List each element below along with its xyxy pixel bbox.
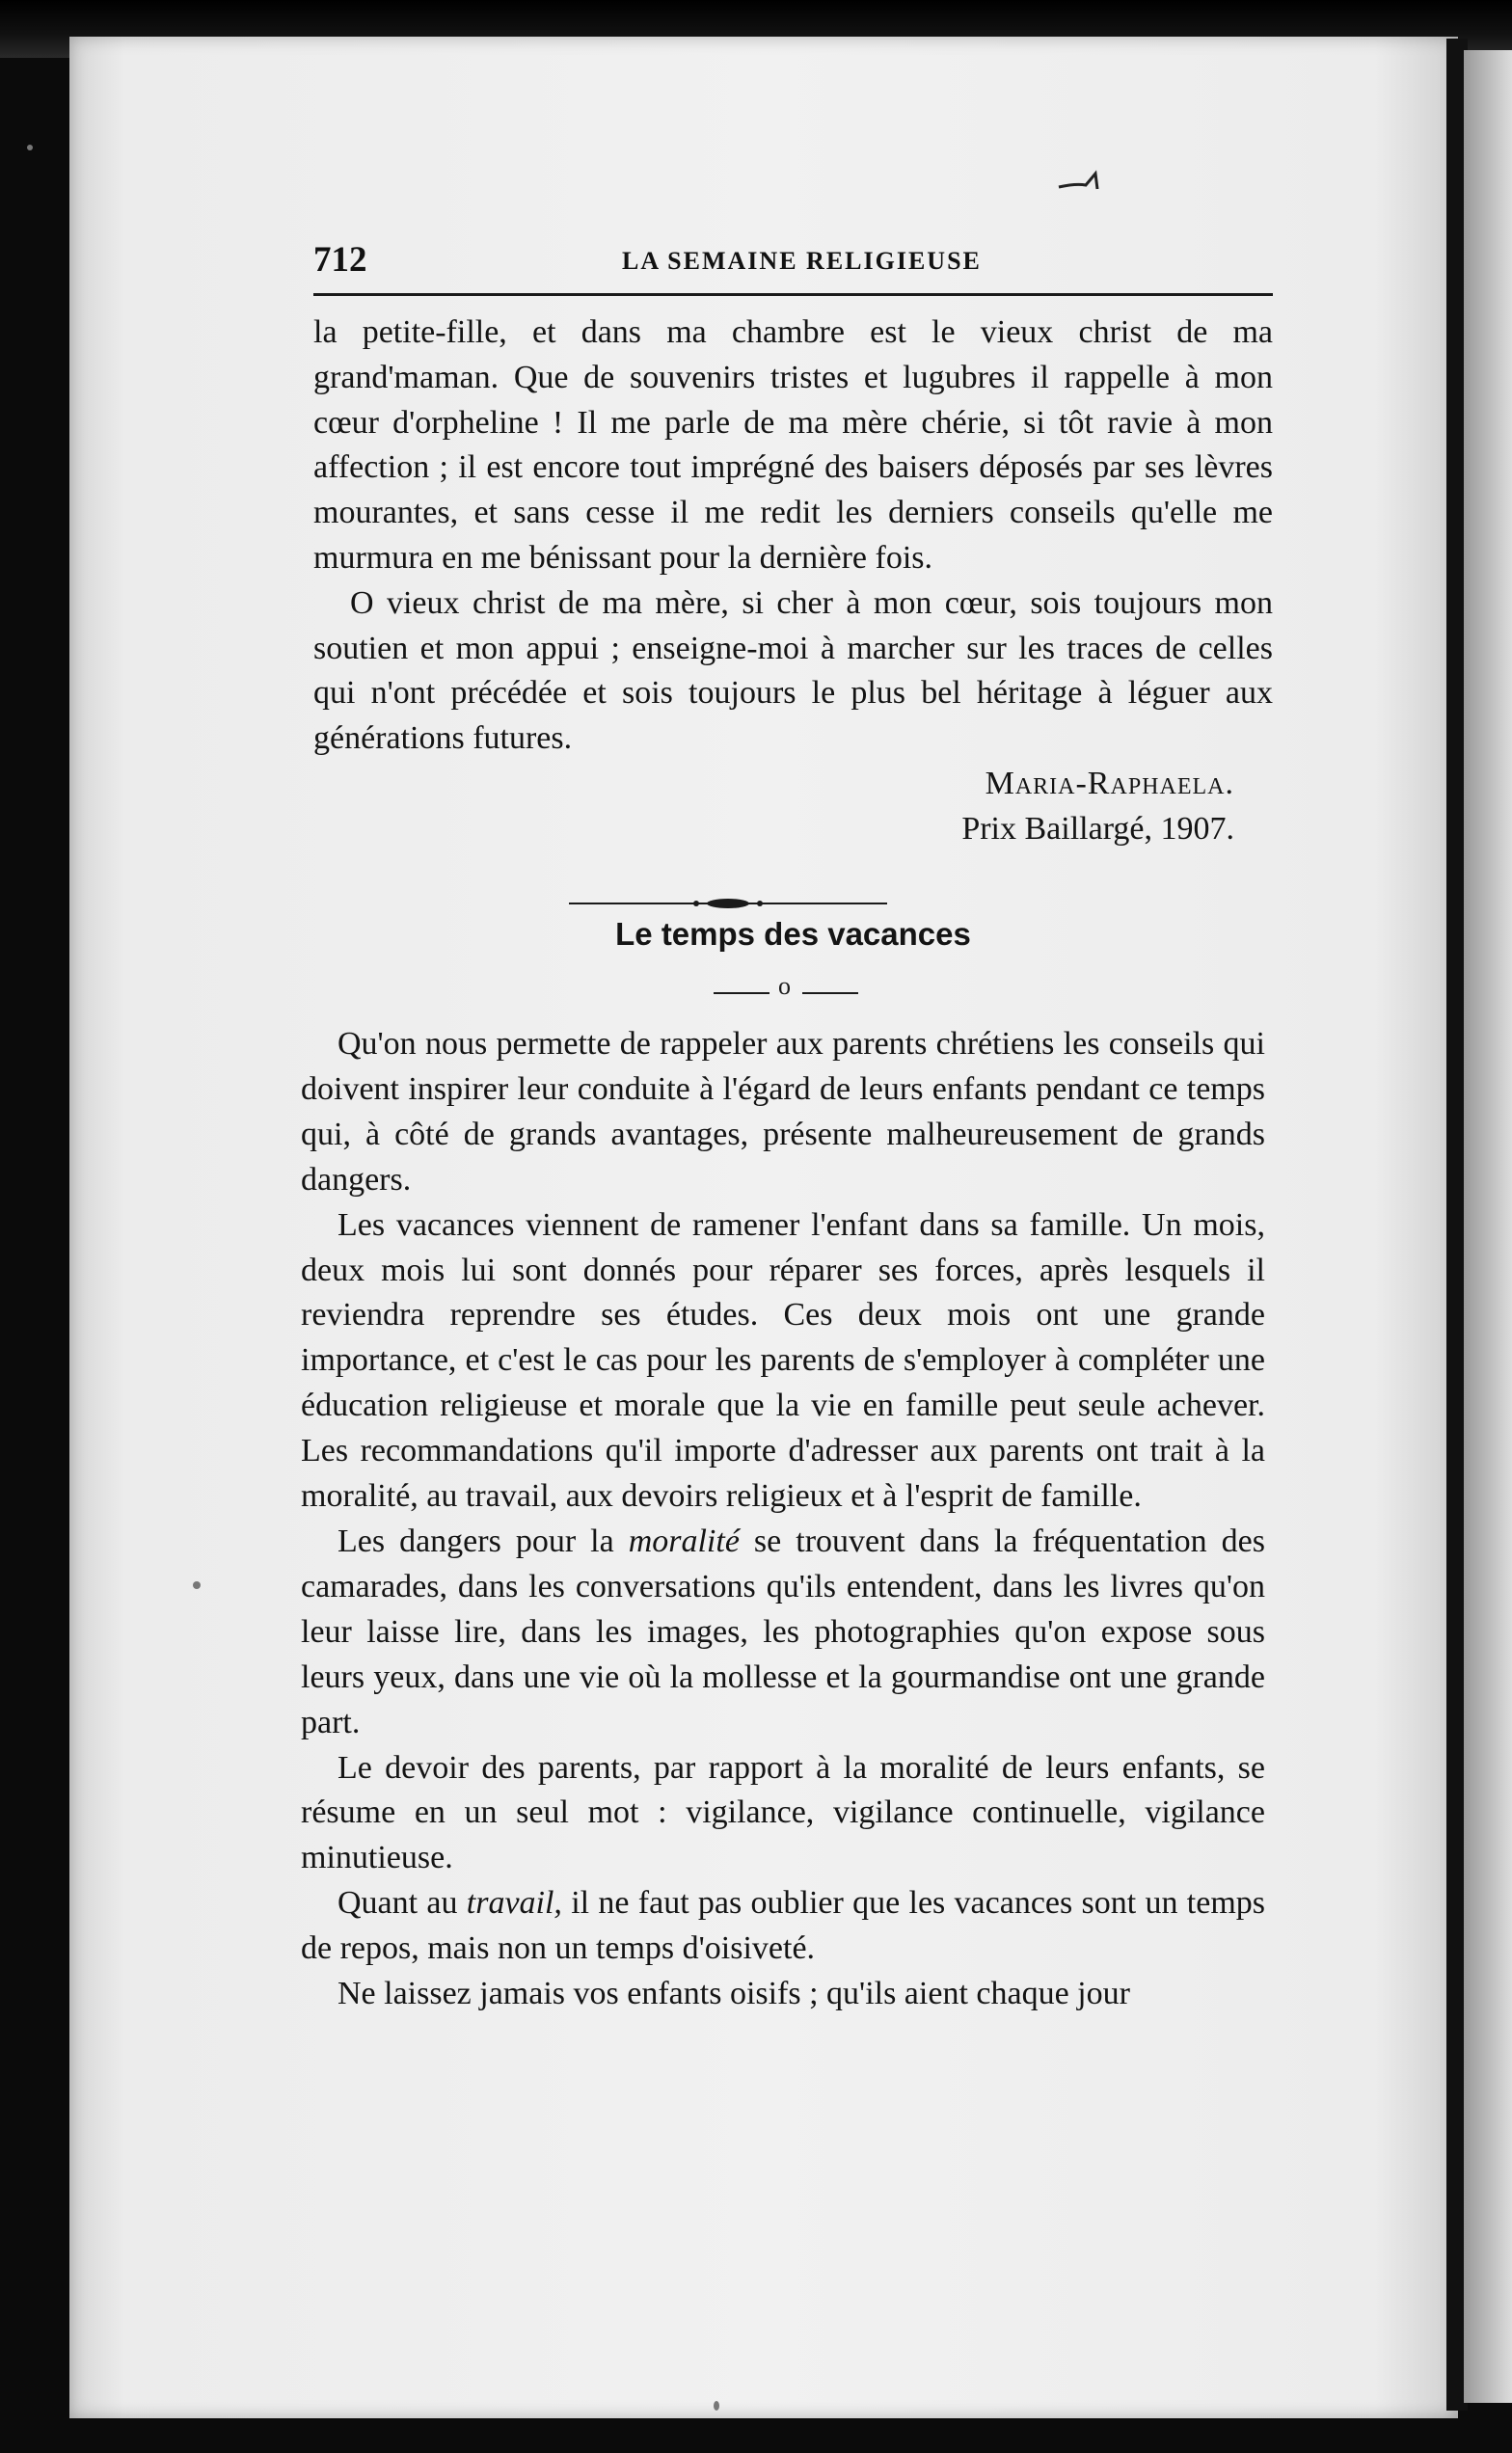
scan-speck [193,1581,201,1589]
running-title: LA SEMAINE RELIGIEUSE [622,247,982,275]
signature: Maria-Raphaela. [985,765,1234,801]
scan-speck [27,145,33,150]
adjacent-page-edge [1464,50,1512,2403]
article-body [301,1022,1265,2017]
page-header [313,239,1273,285]
header-rule [313,293,1273,296]
page-number: 712 [313,240,367,280]
article-paragraph [301,1881,1265,1972]
letter-paragraph: O vieux christ de ma mère, si cher à mon cœur, sois toujours mon soutien et mon appui ; enseigne-moi à marcher sur les traces de celles qui n'ont précédée et sois toujours le plus bel héritage à léguer aux générations futures. [313,584,1273,757]
letter-paragraph: la petite-fille, et dans ma chambre est le vieux christ de ma grand'maman. Que de souvenirs tristes et lugubres il rappelle à mon cœur d'orpheline ! Il me parle de ma mère chérie, si tôt ravie à mon affection ; il est encore tout imprégné des baisers déposés par ses lèvres mourantes, et sans cesse il me redit les derniers conseils qu'elle me murmura en me bénissant pour la dernière fois. [313,314,1273,576]
article-paragraph: Le devoir des parents, par rapport à la moralité de leurs enfants, se résume en un seul mot : vigilance, vigilance continuelle, vigilance minutieuse. [301,1749,1265,1876]
text-run: Les dangers pour la [338,1523,629,1559]
article-paragraph: Qu'on nous permette de rappeler aux parents chrétiens les conseils qui doivent inspirer leur conduite à l'égard de leurs enfants pendant ce temps qui, à côté de grands avantages, présente malheureusement de grands dangers. [301,1026,1265,1198]
small-divider [714,972,858,1005]
emphasis-moralite: moralité [628,1523,740,1559]
text-run: Quant au [338,1885,467,1922]
article-paragraph: Les vacances viennent de ramener l'enfant dans sa famille. Un mois, deux mois lui sont donnés pour réparer ses forces, après lesquels il reviendra reprendre ses études. Ces deux mois ont une grande importance, et c'est le cas pour les parents de s'employer à compléter une éducation religieuse et morale que la vie en famille peut seule achever. Les recommandations qu'il importe d'adresser aux parents ont trait à la moralité, au travail, aux devoirs religieux et à l'esprit de famille. [301,1206,1265,1515]
article-title: Le temps des vacances [615,916,971,952]
pencil-mark-icon [1057,166,1115,195]
prize-line: Prix Baillargé, 1907. [961,810,1234,847]
ornament-divider-icon [569,897,887,910]
article-paragraph [301,1520,1265,1746]
text-run: se trouvent dans la fréquentation des camarades, dans les conversations qu'ils entendent, dans les livres qu'on leur laisse lire, dans les images, les photographies qu'on expose sous leurs yeux, dans une vie où la mollesse et la gourmandise ont une grande part. [301,1523,1265,1740]
divider-mark: o [778,972,791,1000]
letter-section [313,310,1273,852]
scan-speck [714,2401,719,2411]
text-run: il ne faut pas oublier que les vacances sont un temps de repos, mais non un temps d'oisiveté. [301,1885,1265,1967]
article-paragraph: Ne laissez jamais vos enfants oisifs ; qu'ils aient chaque jour [338,1976,1130,2012]
emphasis-travail: travail, [466,1885,562,1922]
